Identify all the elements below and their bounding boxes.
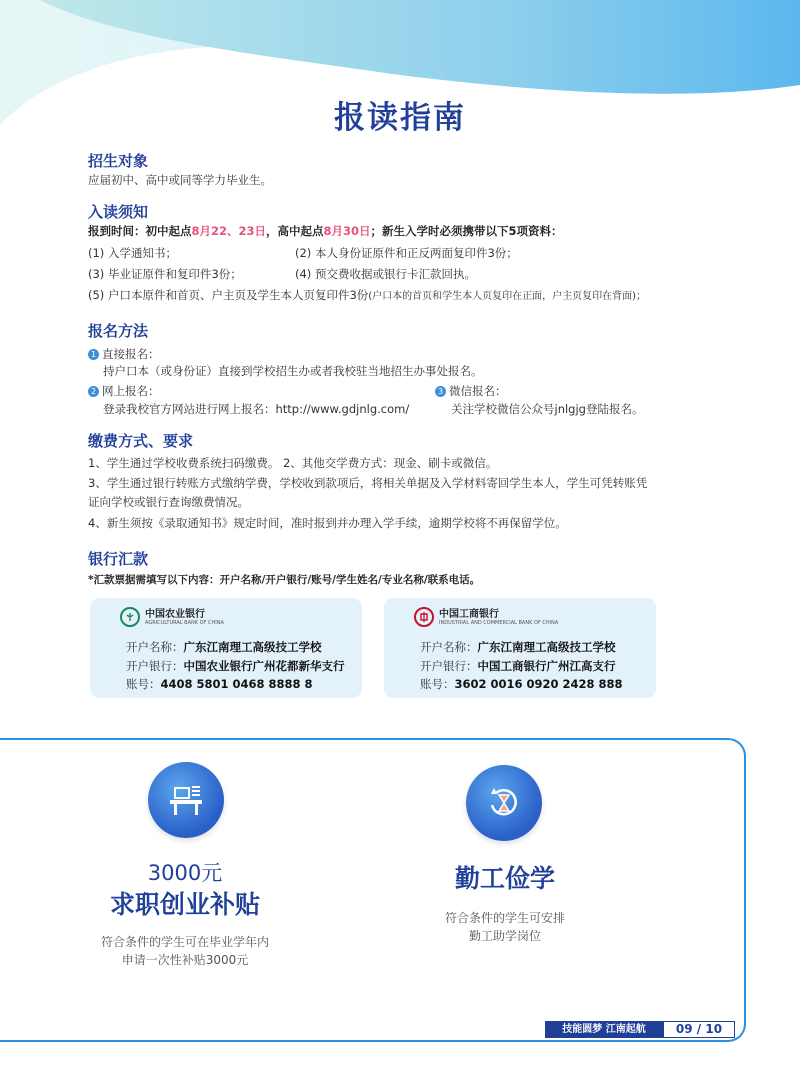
signup-method-2-desc: 登录我校官方网站进行网上报名：http://www.gdjnlg.com/ <box>103 402 410 416</box>
icbc-logo-icon <box>414 607 434 627</box>
work-study-desc-line-2: 勤工助学岗位 <box>468 929 541 943</box>
subsidy-title: 求职创业补贴 <box>109 890 260 919</box>
report-date-junior: 8月22、23日 <box>191 224 267 238</box>
icbc-account-name-label: 开户名称： <box>420 640 478 654</box>
signup-method-1-title: 直接报名： <box>102 347 160 361</box>
report-date-senior: 8月30日 <box>323 224 371 238</box>
abc-logo-icon <box>120 607 140 627</box>
abc-bank-name-en: AGRICULTURAL BANK OF CHINA <box>145 619 224 626</box>
report-time-prefix: 报到时间：初中起点 <box>88 224 192 238</box>
number-1-icon: 1 <box>88 349 99 360</box>
subsidy-desc-line-1: 符合条件的学生可在毕业学年内 <box>100 935 269 949</box>
number-3-icon: 3 <box>435 386 446 397</box>
icbc-branch <box>420 658 616 674</box>
fees-line-4: 4、新生须按《录取通知书》规定时间，准时报到并办理入学手续，逾期学校将不再保留学位。 <box>88 516 567 530</box>
bank-card-icbc <box>384 598 656 698</box>
signup-method-2-label <box>88 383 160 399</box>
notice-item-3: (3) 毕业证原件和复印件3份； <box>88 267 242 281</box>
section-title-bank: 银行汇款 <box>88 550 149 568</box>
report-time-suffix: ；新生入学时必须携带以下5项资料： <box>370 224 563 238</box>
icbc-account-name <box>420 639 616 655</box>
footer-slogan: 技能圆梦 江南起航 <box>545 1021 663 1038</box>
signup-method-3-title: 微信报名： <box>449 384 507 398</box>
bank-note: *汇款票据需填写以下内容：开户名称/开户银行/账号/学生姓名/专业名称/联系电话。 <box>88 574 481 586</box>
abc-account-name <box>126 639 322 655</box>
abc-branch <box>126 658 345 674</box>
target-text: 应届初中、高中或同等学力毕业生。 <box>88 173 272 187</box>
abc-account-name-value: 广东江南理工高级技工学校 <box>183 640 322 654</box>
abc-account-number <box>126 676 313 692</box>
abc-bank-name: 中国农业银行 <box>145 608 205 620</box>
icbc-branch-label: 开户银行： <box>420 659 478 673</box>
notice-item-2: (2) 本人身份证原件和正反两面复印件3份； <box>295 246 518 260</box>
number-2-icon: 2 <box>88 386 99 397</box>
section-title-fees: 缴费方式、要求 <box>88 432 194 450</box>
icbc-bank-name-en: INDUSTRIAL AND COMMERCIAL BANK OF CHINA <box>439 619 559 626</box>
notice-item-5-text: (5) 户口本原件和首页、户主页及学生本人页复印件3份 <box>88 288 369 302</box>
notice-item-5-note: (户口本的首页和学生本人页复印在正面，户主页复印在背面)； <box>368 291 647 302</box>
abc-account-number-label: 账号： <box>126 677 161 691</box>
report-time <box>88 223 563 239</box>
fees-line-2: 3、学生通过银行转账方式缴纳学费，学校收到款项后，将相关单据及入学材料寄回学生本人，学生可凭转账凭 <box>88 476 648 490</box>
signup-method-3-desc: 关注学校微信公众号jnlgjg登陆报名。 <box>451 402 644 416</box>
fees-line-1: 1、学生通过学校收费系统扫码缴费。 2、其他交学费方式：现金、刷卡或微信。 <box>88 456 498 470</box>
notice-item-5 <box>88 287 646 303</box>
work-study-title: 勤工俭学 <box>454 864 555 893</box>
notice-item-4: (4) 预交费收据或银行卡汇款回执。 <box>295 267 476 281</box>
icbc-account-number-label: 账号： <box>420 677 455 691</box>
signup-method-1-desc: 持户口本（或身份证）直接到学校招生办或者我校驻当地招生办事处报名。 <box>103 364 483 378</box>
signup-method-3-label <box>435 383 507 399</box>
workstation-icon <box>148 762 224 838</box>
section-title-notice: 入读须知 <box>88 203 149 221</box>
report-time-mid: ，高中起点 <box>266 224 324 238</box>
fees-line-3: 证向学校或银行查询缴费情况。 <box>88 495 249 509</box>
section-title-signup: 报名方法 <box>88 322 149 340</box>
page-title: 报读指南 <box>334 100 466 136</box>
notice-item-1: (1) 入学通知书； <box>88 246 177 260</box>
icbc-bank-name: 中国工商银行 <box>439 608 499 620</box>
work-study-desc-line-1: 符合条件的学生可安排 <box>444 911 565 925</box>
subsidy-amount: 3000元 <box>147 861 223 885</box>
page-number: 09 / 10 <box>663 1021 735 1038</box>
abc-branch-value: 中国农业银行广州花都新华支行 <box>183 659 345 673</box>
icbc-account-number-value: 3602 0016 0920 2428 888 <box>454 677 623 691</box>
section-title-target: 招生对象 <box>88 152 149 170</box>
bank-card-abc <box>90 598 362 698</box>
abc-branch-label: 开户银行： <box>126 659 184 673</box>
icbc-branch-value: 中国工商银行广州江高支行 <box>477 659 616 673</box>
icbc-logo <box>414 607 558 627</box>
icbc-account-number <box>420 676 623 692</box>
icbc-account-name-value: 广东江南理工高级技工学校 <box>477 640 616 654</box>
signup-method-1-label <box>88 346 160 362</box>
abc-logo <box>120 607 224 627</box>
subsidy-desc-line-2: 申请一次性补贴3000元 <box>121 953 249 967</box>
abc-account-number-value: 4408 5801 0468 8888 8 <box>160 677 313 691</box>
hourglass-icon <box>466 765 542 841</box>
abc-account-name-label: 开户名称： <box>126 640 184 654</box>
signup-method-2-title: 网上报名： <box>102 384 160 398</box>
